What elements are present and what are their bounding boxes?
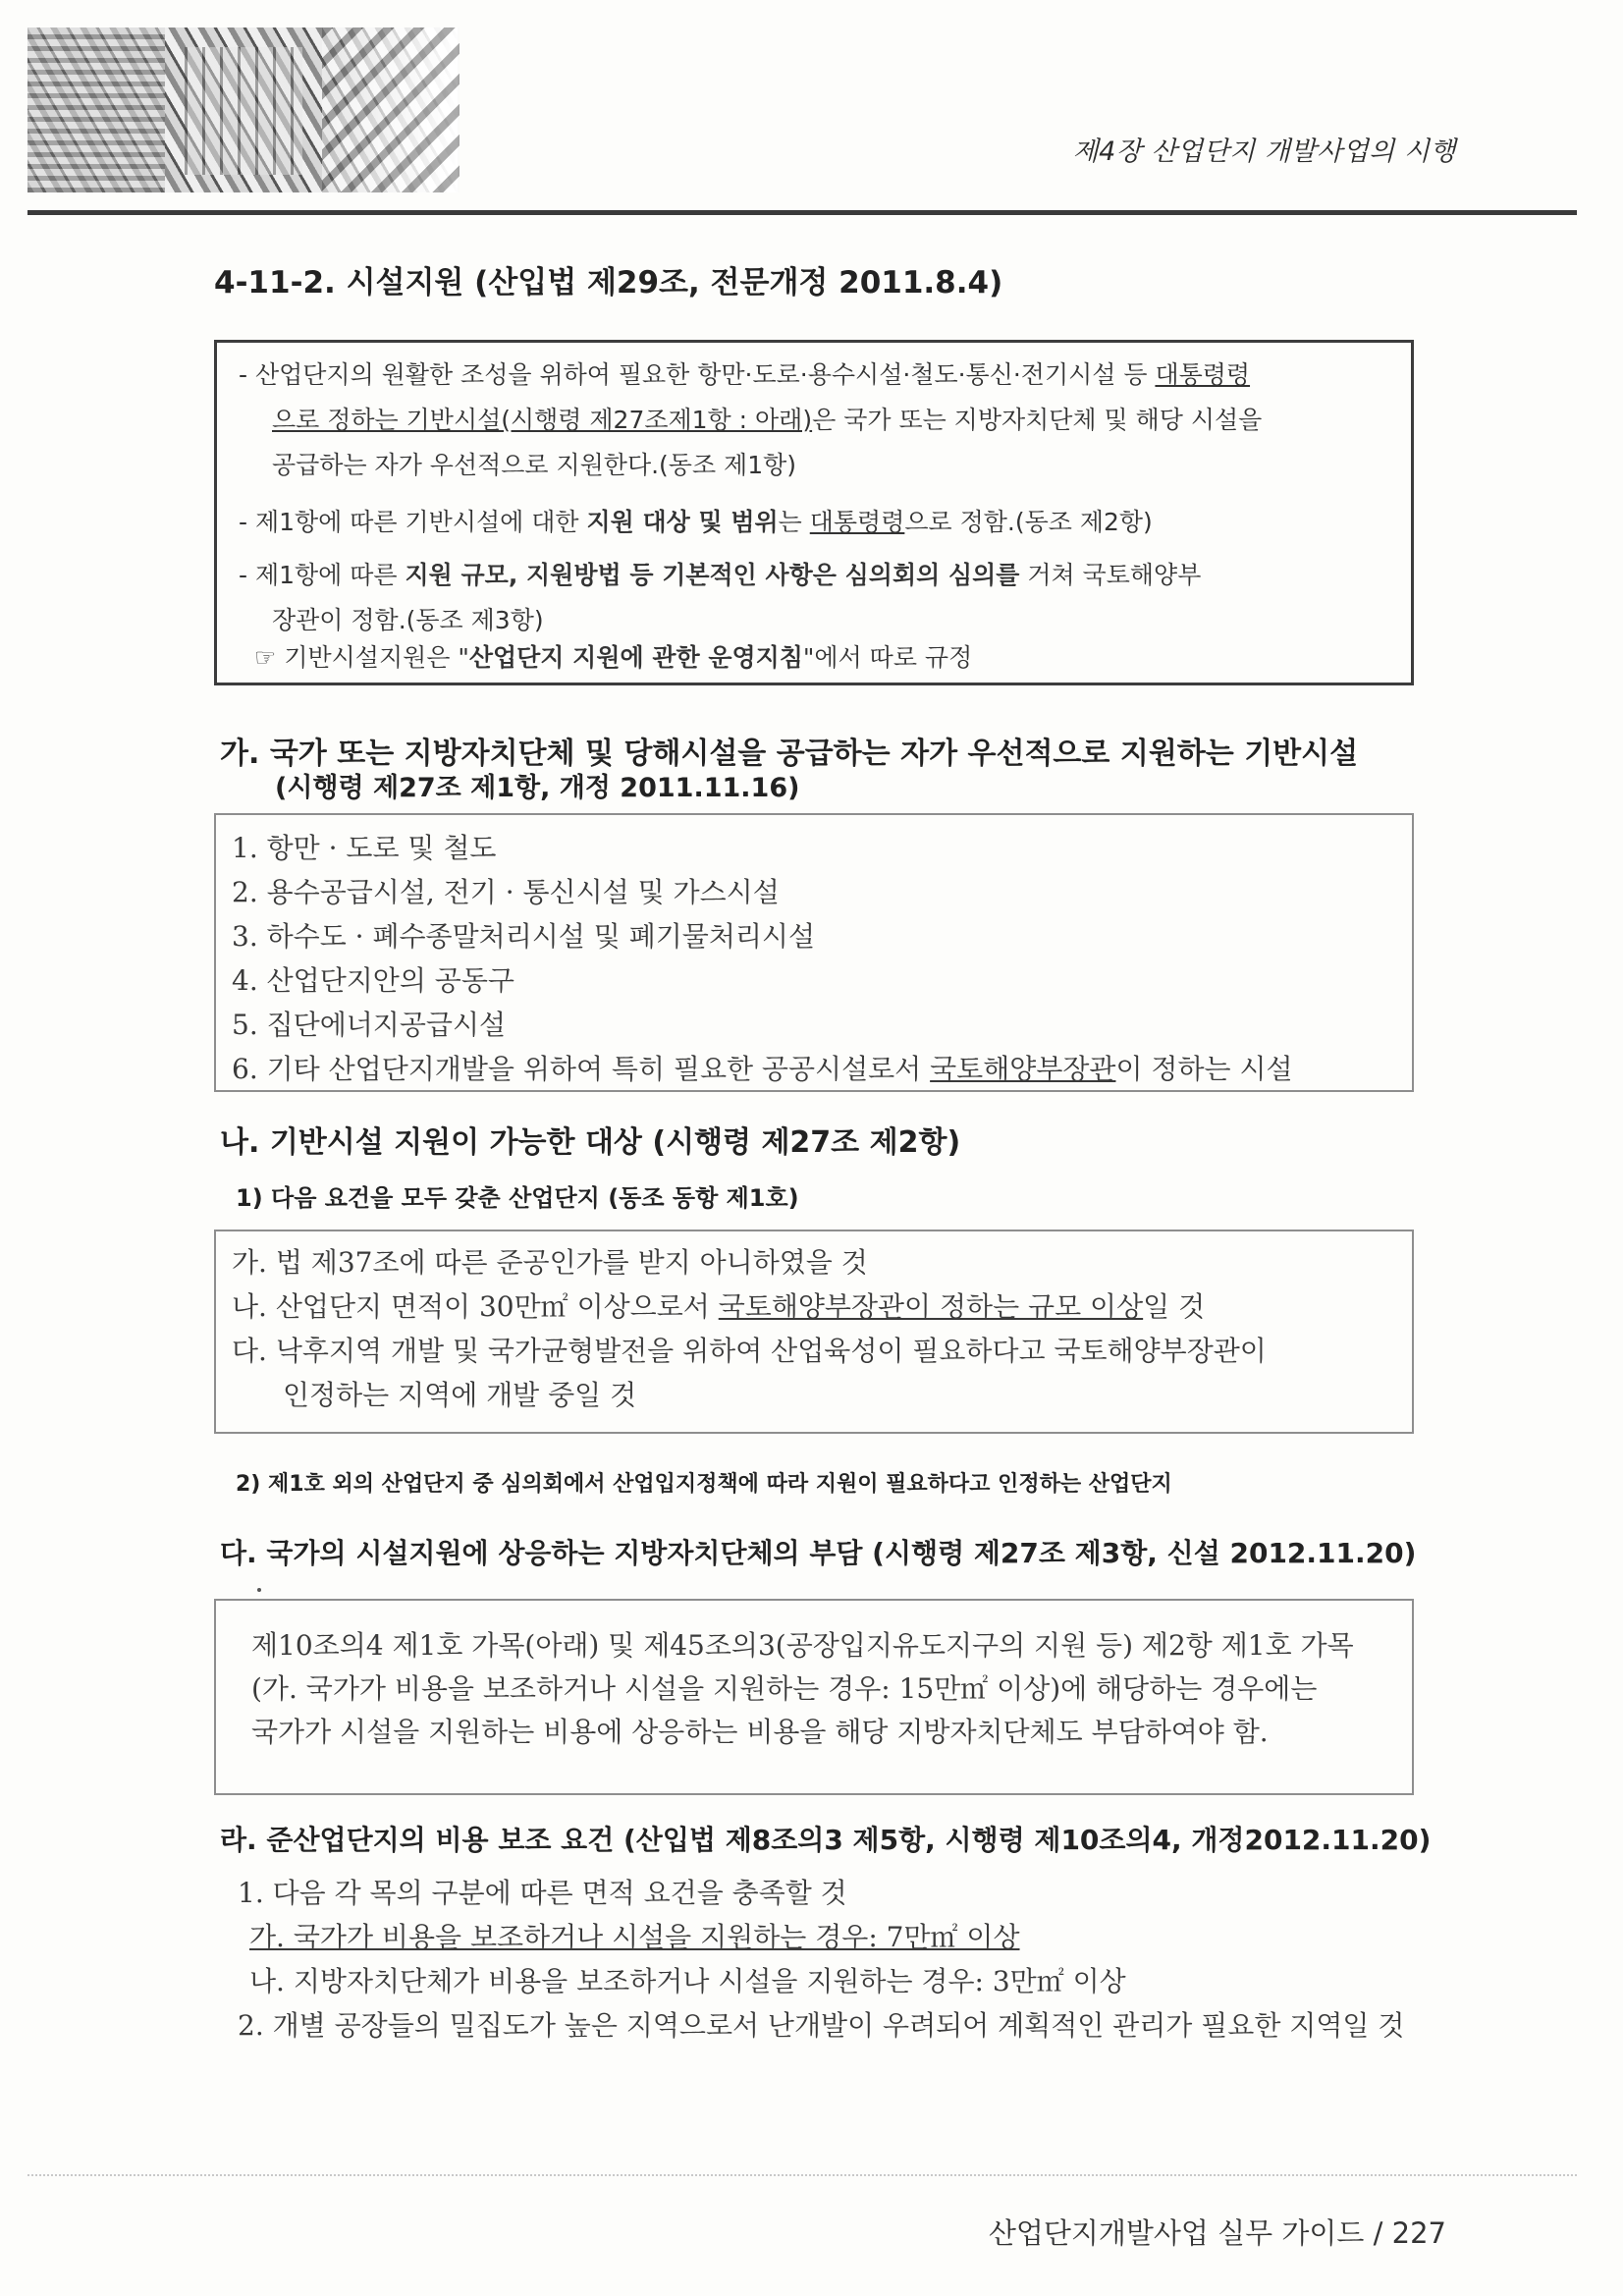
section-ga-title-2: (시행령 제27조 제1항, 개정 2011.11.16): [275, 773, 800, 803]
list-item: 나. 지방자치단체가 비용을 보조하거나 시설을 지원하는 경우: 3만㎡ 이상: [249, 1965, 1126, 1997]
section-na-sub1: 1) 다음 요건을 모두 갖춘 산업단지 (동조 동항 제1호): [236, 1184, 799, 1212]
summary-para-3: - 제1항에 따른 지원 규모, 지원방법 등 기본적인 사항은 심의회의 심의를 거쳐 국토해양부 장관이 정함.(동조 제3항): [239, 561, 1202, 634]
list-item: 나. 산업단지 면적이 30만㎡ 이상으로서 국토해양부장관이 정하는 규모 이상일 것: [232, 1290, 1206, 1323]
subsidy-requirements: [222, 1872, 1430, 2068]
list-item: 제10조의4 제1호 가목(아래) 및 제45조의3(공장입지유도지구의 지원 등) 제2항 제1호 가목: [251, 1629, 1354, 1662]
section-ra-title: 라. 준산업단지의 비용 보조 요건 (산입법 제8조의3 제5항, 시행령 제10조의4, 개정2012.11.20): [220, 1824, 1432, 1856]
section-na-sub2: 2) 제1호 외의 산업단지 중 심의회에서 산업입지정책에 따라 지원이 필요하다고 인정하는 산업단지: [236, 1472, 1172, 1497]
list-item: 4. 산업단지안의 공동구: [232, 964, 514, 997]
chapter-title: 제4장 산업단지 개발사업의 시행: [1072, 137, 1456, 167]
infrastructure-list-box: [214, 813, 1414, 1092]
list-item: 인정하는 지역에 개발 중일 것: [283, 1379, 637, 1411]
list-item: 6. 기타 산업단지개발을 위하여 특히 필요한 공공시설로서 국토해양부장관이 정하는 시설: [232, 1053, 1293, 1085]
eligibility-box: [214, 1230, 1414, 1434]
local-burden-box: [214, 1599, 1414, 1795]
section-ga-title-1: 가. 국가 또는 지방자치단체 및 당해시설을 공급하는 자가 우선적으로 지원하는 기반시설: [220, 737, 1359, 771]
list-item: 2. 용수공급시설, 전기 · 통신시설 및 가스시설: [232, 876, 780, 908]
summary-note: ☞ 기반시설지원은 "산업단지 지원에 관한 운영지침"에서 따로 규정: [254, 643, 973, 672]
list-item: 3. 하수도 · 폐수종말처리시설 및 폐기물처리시설: [232, 920, 816, 953]
summary-para-1: - 산업단지의 원활한 조성을 위하여 필요한 항만·도로·용수시설·철도·통신·전기시설 등 대통령령 으로 정하는 기반시설(시행령 제27조제1항 : 아래)은 국가 또는 지방자치단체 및 해당 시설을 공급하는 자가 우선적으로 지원한다.(동조 제1항): [239, 360, 1263, 479]
list-item: (가. 국가가 비용을 보조하거나 시설을 지원하는 경우: 15만㎡ 이상)에 해당하는 경우에는: [251, 1672, 1318, 1705]
list-item: 가. 국가가 비용을 보조하거나 시설을 지원하는 경우: 7만㎡ 이상: [249, 1921, 1020, 1953]
list-item: 1. 항만 · 도로 및 철도: [232, 832, 497, 864]
summary-para-2: - 제1항에 따른 기반시설에 대한 지원 대상 및 범위는 대통령령으로 정함.(동조 제2항): [239, 508, 1153, 536]
list-item: 다. 낙후지역 개발 및 국가균형발전을 위하여 산업육성이 필요하다고 국토해양부장관이: [232, 1335, 1267, 1367]
header-divider: [27, 210, 1577, 215]
header-photo: [27, 27, 458, 192]
footer-divider: [27, 2174, 1577, 2176]
section-title: 4-11-2. 시설지원 (산입법 제29조, 전문개정 2011.8.4): [214, 265, 1003, 301]
scan-speck: [257, 1588, 261, 1592]
list-item: 5. 집단에너지공급시설: [232, 1009, 507, 1041]
section-na-title: 나. 기반시설 지원이 가능한 대상 (시행령 제27조 제2항): [220, 1125, 961, 1160]
list-item: 가. 법 제37조에 따른 준공인가를 받지 아니하였을 것: [232, 1246, 868, 1279]
list-item: 국가가 시설을 지원하는 비용에 상응하는 비용을 해당 지방자치단체도 부담하여야 함.: [251, 1716, 1269, 1748]
list-item: 1. 다음 각 목의 구분에 따른 면적 요건을 충족할 것: [238, 1877, 847, 1909]
summary-box: [214, 340, 1414, 685]
footer-page-label: 산업단지개발사업 실무 가이드 / 227: [988, 2216, 1446, 2250]
list-item: 2. 개별 공장들의 밀집도가 높은 지역으로서 난개발이 우려되어 계획적인 관리가 필요한 지역일 것: [238, 2009, 1405, 2042]
section-da-title: 다. 국가의 시설지원에 상응하는 지방자치단체의 부담 (시행령 제27조 제3항, 신설 2012.11.20): [220, 1537, 1417, 1569]
